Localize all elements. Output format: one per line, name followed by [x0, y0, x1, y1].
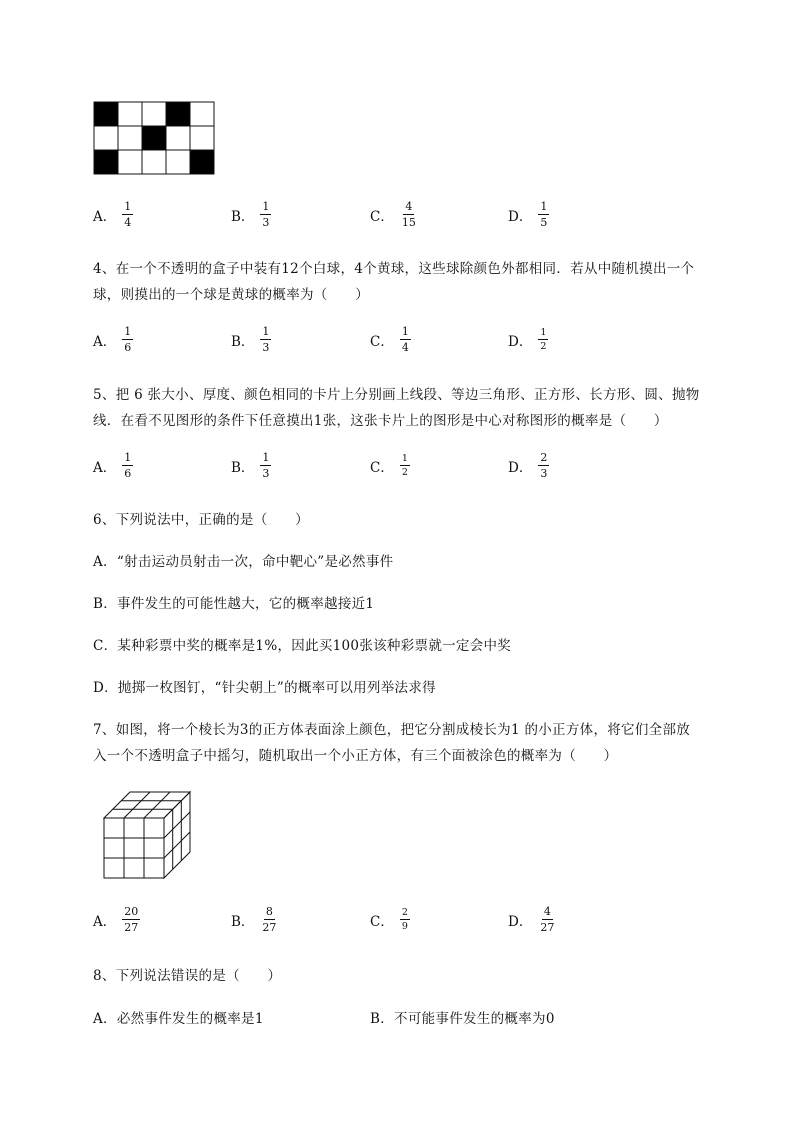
grid-cell-filled — [190, 150, 214, 174]
q6-option-d[interactable]: D．抛掷一枚图钉，“针尖朝上”的概率可以用列举法求得 — [93, 680, 436, 696]
q4-option-c[interactable]: C． $\frac{1}{4}$ — [370, 325, 409, 354]
grid-cell-filled — [94, 150, 118, 174]
q7-stem-line2: 入一个不透明盒子中摇匀，随机取出一个小正方体，有三个面被涂色的概率为（ ） — [93, 748, 618, 764]
grid-cell-empty — [118, 126, 142, 150]
q6-option-b[interactable]: B．事件发生的可能性越大，它的概率越接近1 — [93, 596, 375, 612]
fraction: $\frac{4}{15}$ — [401, 200, 416, 229]
fraction: $\frac{1}{2}$ — [401, 453, 408, 478]
grid-cell-empty — [190, 126, 214, 150]
fraction: $\frac{1}{2}$ — [540, 327, 547, 352]
q5-option-c[interactable]: C． $\frac{1}{2}$ — [370, 453, 408, 478]
q3-option-c[interactable]: C． $\frac{4}{15}$ — [370, 200, 416, 229]
grid-cell-filled — [142, 126, 166, 150]
fraction: $\frac{1}{3}$ — [262, 451, 270, 480]
q4-option-a[interactable]: A． $\frac{1}{6}$ — [93, 325, 132, 354]
grid-cell-empty — [94, 126, 118, 150]
q4-option-d[interactable]: D． $\frac{1}{2}$ — [508, 327, 547, 352]
q6-option-c[interactable]: C．某种彩票中奖的概率是1%，因此买100张该种彩票就一定会中奖 — [93, 638, 512, 654]
q3-option-a[interactable]: A． $\frac{1}{4}$ — [93, 200, 132, 229]
q5-option-d[interactable]: D． $\frac{2}{3}$ — [508, 451, 548, 480]
fraction: $\frac{1}{4}$ — [124, 200, 132, 229]
q5-option-b[interactable]: B． $\frac{1}{3}$ — [231, 451, 270, 480]
grid-cell-empty — [142, 102, 166, 126]
fraction: $\frac{8}{27}$ — [262, 905, 277, 934]
q7-option-a[interactable]: A． $\frac{20}{27}$ — [93, 905, 139, 934]
q5-option-a[interactable]: A． $\frac{1}{6}$ — [93, 451, 132, 480]
grid-cell-empty — [166, 126, 190, 150]
q8-stem: 8、下列说法错误的是（ ） — [93, 968, 282, 984]
q7-stem-line1: 7、如图，将一个棱长为3的正方体表面涂上颜色，把它分割成棱长为1 的小正方体，将它们全部放 — [93, 722, 691, 738]
grid-cell-empty — [190, 102, 214, 126]
q8-option-b[interactable]: B．不可能事件发生的概率为0 — [370, 1011, 555, 1027]
grid-cell-empty — [118, 102, 142, 126]
fraction: $\frac{1}{3}$ — [262, 200, 270, 229]
fraction: $\frac{1}{6}$ — [124, 325, 132, 354]
fraction: $\frac{2}{9}$ — [401, 907, 408, 932]
grid-cell-empty — [142, 150, 166, 174]
q6-option-a[interactable]: A．“射击运动员射击一次，命中靶心”是必然事件 — [93, 554, 394, 570]
grid-cell-empty — [166, 150, 190, 174]
q4-option-b[interactable]: B． $\frac{1}{3}$ — [231, 325, 270, 354]
fraction: $\frac{1}{6}$ — [124, 451, 132, 480]
q6-stem: 6、下列说法中，正确的是（ ） — [93, 512, 309, 528]
fraction: $\frac{2}{3}$ — [540, 451, 548, 480]
checkered-grid-figure — [93, 101, 216, 175]
q7-option-b[interactable]: B． $\frac{8}{27}$ — [231, 905, 277, 934]
q3-option-d[interactable]: D． $\frac{1}{5}$ — [508, 200, 548, 229]
q4-stem-line1: 4、在一个不透明的盒子中装有12个白球，4个黄球，这些球除颜色外都相同．若从中随机摸出一个 — [93, 261, 695, 277]
q7-option-d[interactable]: D． $\frac{4}{27}$ — [508, 905, 555, 934]
q5-stem-line1: 5、把 6 张大小、厚度、颜色相同的卡片上分别画上线段、等边三角形、正方形、长方形、圆、抛物 — [93, 387, 700, 403]
fraction: $\frac{1}{3}$ — [262, 325, 270, 354]
q3-option-b[interactable]: B． $\frac{1}{3}$ — [231, 200, 270, 229]
q5-stem-line2: 线．在看不见图形的条件下任意摸出1张，这张卡片上的图形是中心对称图形的概率是（ ） — [93, 413, 668, 429]
grid-cell-empty — [118, 150, 142, 174]
q7-option-c[interactable]: C． $\frac{2}{9}$ — [370, 907, 408, 932]
fraction: $\frac{1}{4}$ — [401, 325, 409, 354]
fraction: $\frac{20}{27}$ — [124, 905, 139, 934]
fraction: $\frac{4}{27}$ — [540, 905, 555, 934]
grid-cell-filled — [94, 102, 118, 126]
cube-figure — [100, 788, 196, 880]
q4-stem-line2: 球，则摸出的一个球是黄球的概率为（ ） — [93, 287, 369, 303]
fraction: $\frac{1}{5}$ — [540, 200, 548, 229]
q8-option-a[interactable]: A．必然事件发生的概率是1 — [93, 1011, 264, 1027]
grid-cell-filled — [166, 102, 190, 126]
